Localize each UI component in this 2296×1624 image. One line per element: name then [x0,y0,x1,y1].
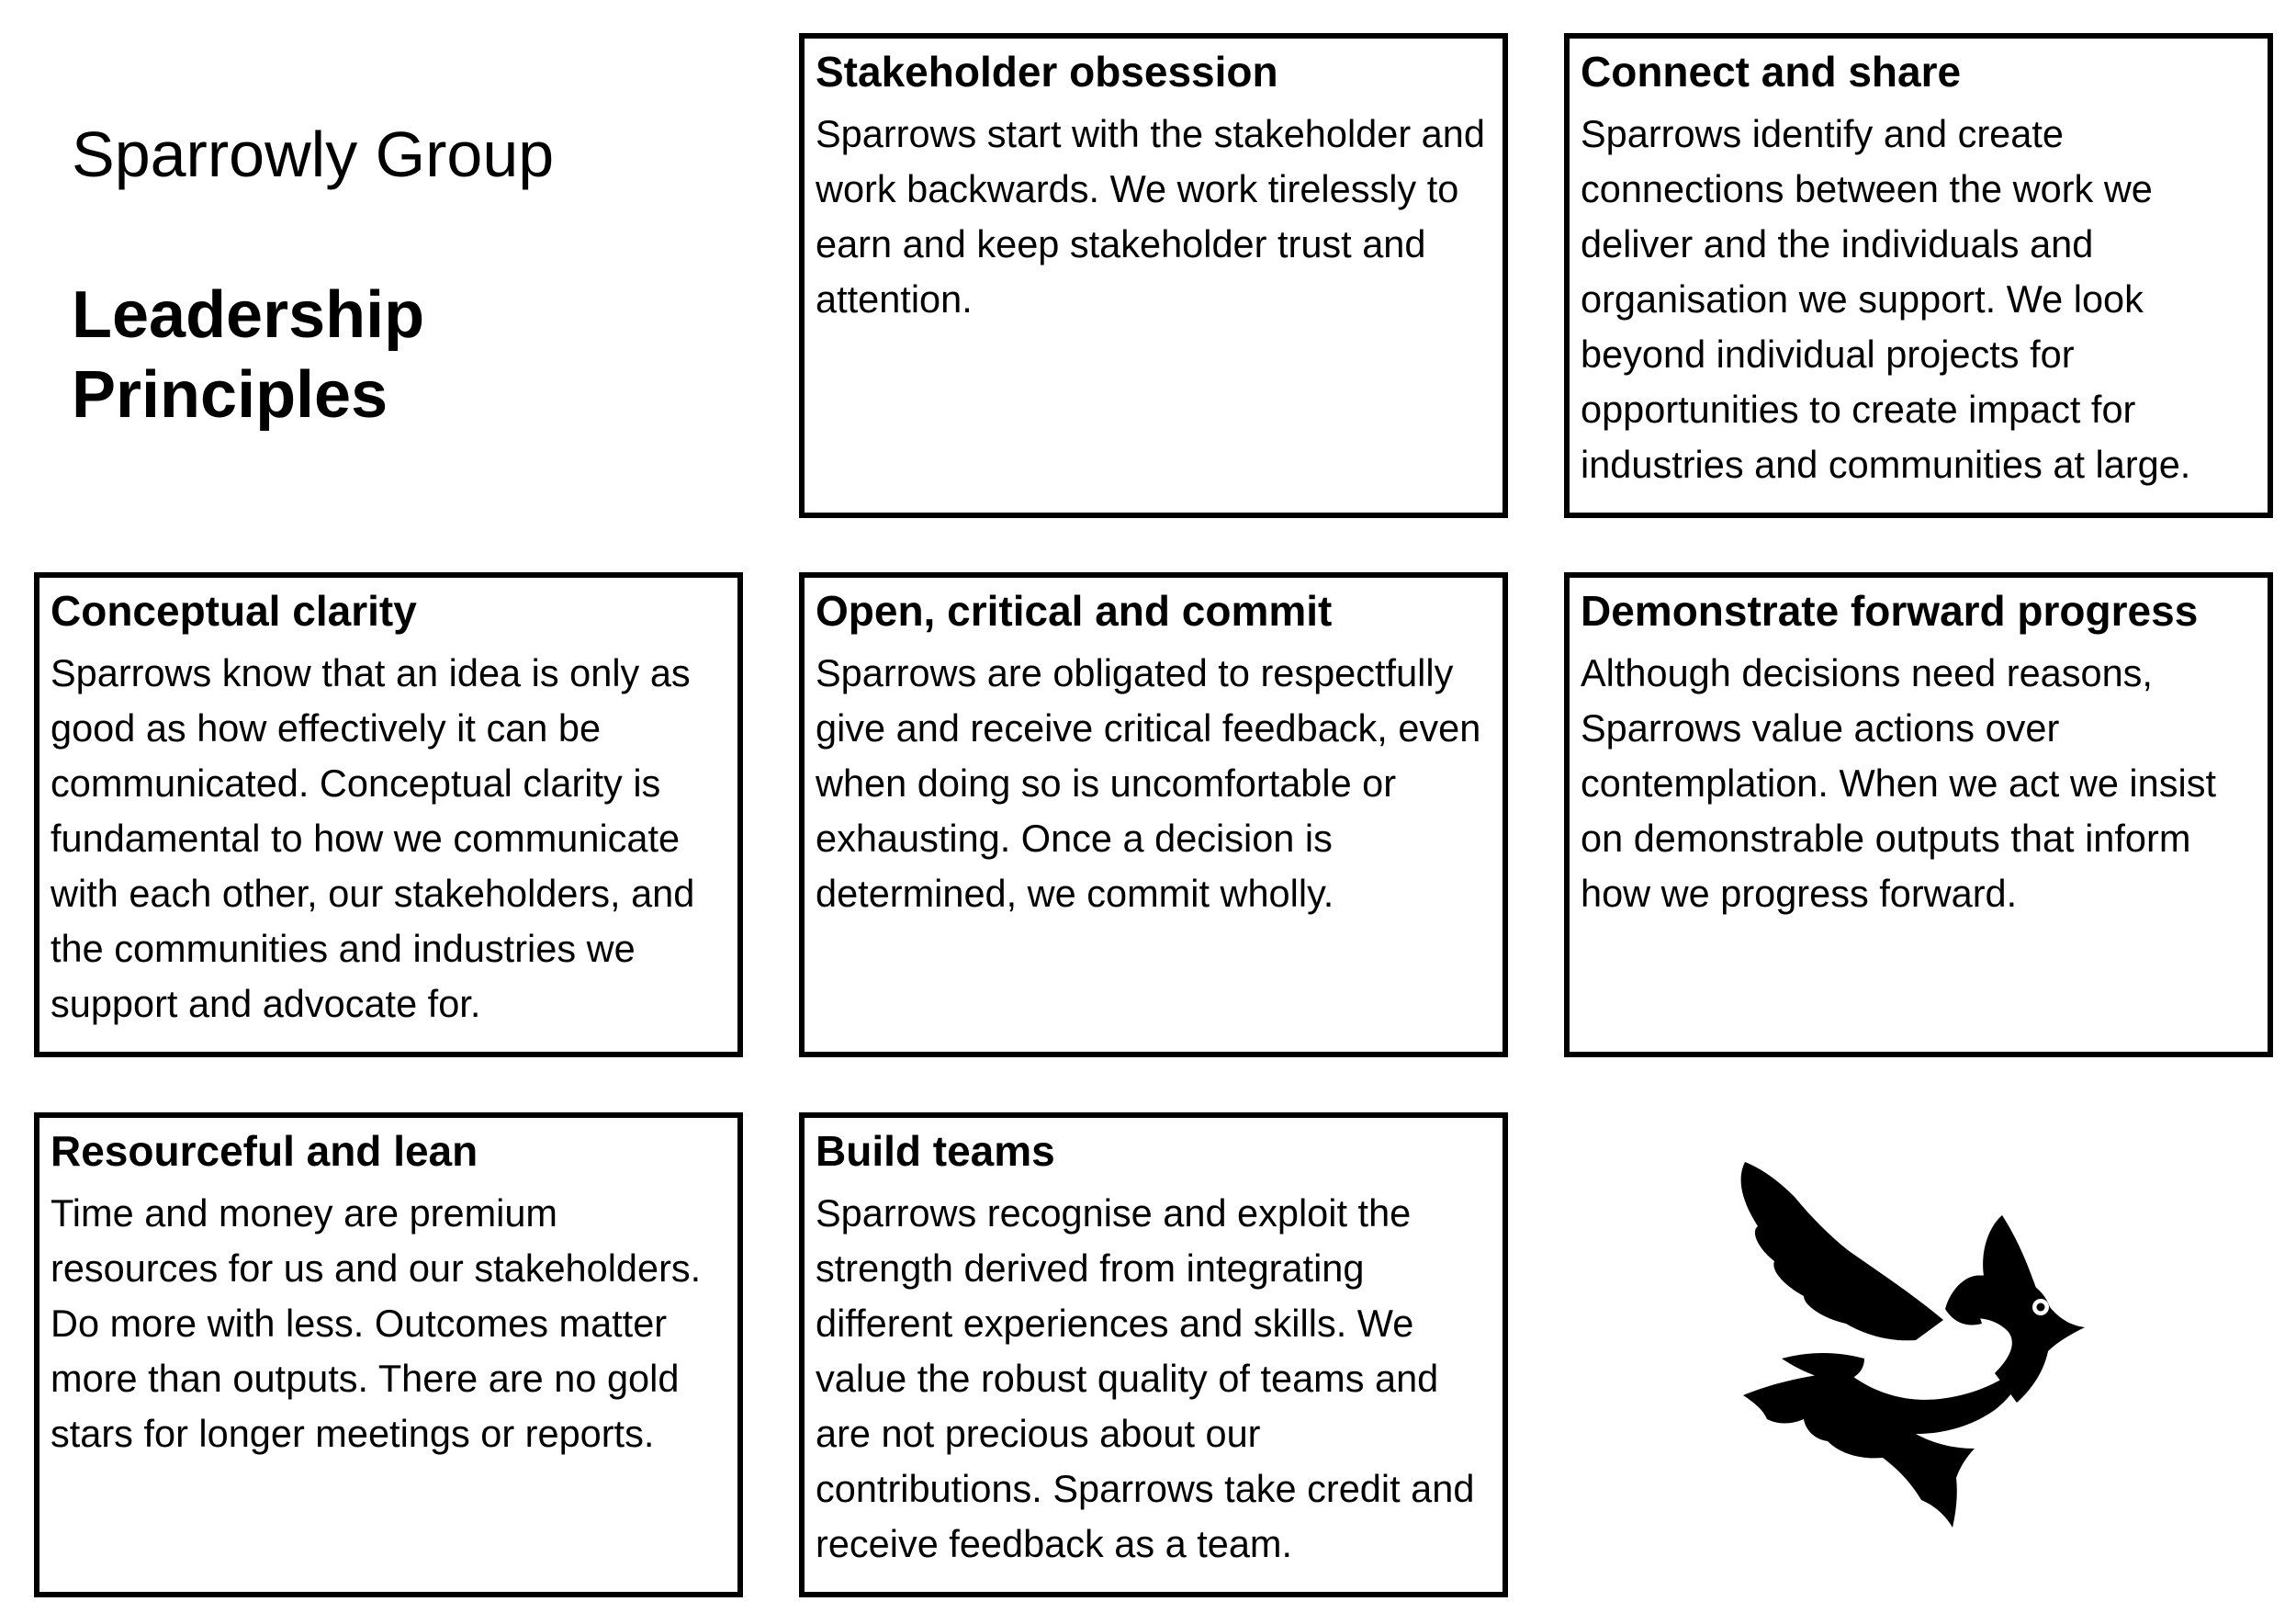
principle-body: Sparrows know that an idea is only as good as how effectively it can be communicated. Conceptual clarity is fundamental to how we communicate with each other, our stakeholders, and the communities and industries we support and advocate for. [51,651,695,1025]
principle-body: Time and money are premium resources for us and our stakeholders. Do more with less. Outcomes matter more than outputs. There are no gold stars for longer meetings or reports. [51,1191,702,1455]
principle-body: Although decisions need reasons, Sparrows value actions over contemplation. When we act we insist on demonstrable outputs that inform how we progress forward. [1581,651,2216,915]
principle-body: Sparrows are obligated to respectfully give and receive critical feedback, even when doing so is uncomfortable or exhausting. Once a decision is determined, we commit wholly. [816,651,1481,915]
principle-card-forward-progress [1564,572,2273,1057]
principle-title: Stakeholder obsession [816,48,1278,96]
principle-body: Sparrows identify and create connections between the work we deliver and the individuals and organisation we support. We look beyond individual projects for opportunities to create impact for industries and communities at large. [1581,112,2191,486]
sparrow-icon [1727,1162,2112,1529]
principle-title: Demonstrate forward progress [1581,587,2199,635]
principle-title: Open, critical and commit [816,587,1333,635]
principle-card-connect-and-share [1564,33,2273,518]
principle-card-conceptual-clarity [34,572,743,1057]
page-title: Leadership Principles [72,278,425,433]
org-name: Sparrowly Group [72,118,555,190]
principle-title: Connect and share [1581,48,1962,96]
principle-body: Sparrows recognise and exploit the strength derived from integrating different experiences and skills. We value the robust quality of teams and are not precious about our contributions. Sparrows take credit and receive feedback as a team. [816,1191,1475,1565]
principle-body: Sparrows start with the stakeholder and work backwards. We work tirelessly to earn and keep stakeholder trust and attention. [816,112,1485,321]
principle-card-stakeholder-obsession [799,33,1508,518]
principle-title: Build teams [816,1127,1055,1175]
principle-title: Conceptual clarity [51,587,417,635]
principle-card-open-critical-commit [799,572,1508,1057]
principle-card-resourceful-lean [34,1112,743,1597]
principle-title: Resourceful and lean [51,1127,478,1175]
principle-card-build-teams [799,1112,1508,1597]
